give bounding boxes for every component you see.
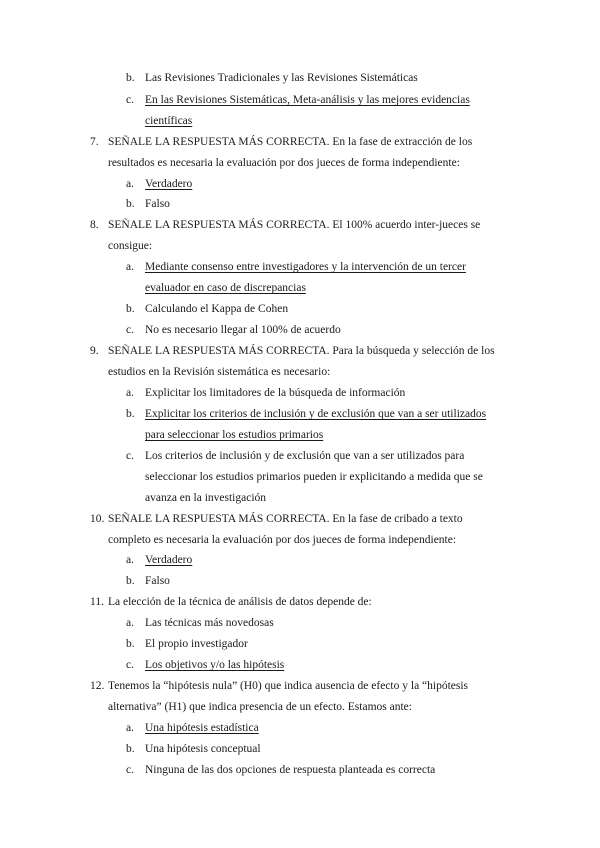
option-letter: a.: [126, 554, 134, 566]
option-text: Las Revisiones Tradicionales y las Revisiones Sistemáticas: [145, 72, 418, 84]
question-number: 12.: [90, 680, 105, 692]
option-letter: c.: [126, 94, 134, 106]
question-text: La elección de la técnica de análisis de datos depende de:: [108, 596, 372, 608]
question-text: resultados es necesaria la evaluación por dos jueces de forma independiente:: [108, 157, 460, 169]
option-text: No es necesario llegar al 100% de acuerdo: [145, 324, 341, 336]
option-letter: c.: [126, 764, 134, 776]
option-letter: a.: [126, 722, 134, 734]
option-letter: b.: [126, 575, 135, 587]
question-number: 8.: [90, 219, 99, 231]
question-text: SEÑALE LA RESPUESTA MÁS CORRECTA. Para la búsqueda y selección de los: [108, 345, 495, 357]
question-text: SEÑALE LA RESPUESTA MÁS CORRECTA. El 100% acuerdo inter-jueces se: [108, 219, 481, 231]
option-text: Falso: [145, 198, 170, 210]
option-text-correct: Una hipótesis estadística: [145, 722, 259, 734]
option-text-correct: Verdadero: [145, 554, 193, 566]
question-text: SEÑALE LA RESPUESTA MÁS CORRECTA. En la fase de cribado a texto: [108, 513, 463, 525]
option-text-correct: En las Revisiones Sistemáticas, Meta-análisis y las mejores evidencias: [145, 94, 470, 106]
option-text: Las técnicas más novedosas: [145, 617, 274, 629]
option-text: Una hipótesis conceptual: [145, 743, 261, 755]
option-text: avanza en la investigación: [145, 492, 267, 504]
option-letter: a.: [126, 617, 134, 629]
option-text-correct: para seleccionar los estudios primarios: [145, 429, 324, 441]
option-text-correct: evaluador en caso de discrepancias: [145, 282, 306, 294]
question-number: 10.: [90, 513, 105, 525]
option-letter: b.: [126, 72, 135, 84]
option-letter: a.: [126, 261, 134, 273]
option-text-correct: Mediante consenso entre investigadores y la intervención de un tercer: [145, 261, 466, 273]
question-text: completo es necesaria la evaluación por dos jueces de forma independiente:: [108, 534, 457, 546]
question-number: 7.: [90, 136, 99, 148]
option-text: Falso: [145, 575, 170, 587]
option-letter: b.: [126, 408, 135, 420]
option-text: Ninguna de las dos opciones de respuesta planteada es correcta: [145, 764, 436, 776]
option-text: seleccionar los estudios primarios pueden ir explicitando a medida que se: [145, 471, 483, 483]
option-letter: c.: [126, 324, 134, 336]
option-text: El propio investigador: [145, 638, 248, 650]
option-letter: c.: [126, 450, 134, 462]
question-text: consigue:: [108, 240, 153, 252]
option-letter: b.: [126, 743, 135, 755]
option-letter: b.: [126, 638, 135, 650]
option-text-correct: Explicitar los criterios de inclusión y de exclusión que van a ser utilizados: [145, 408, 487, 420]
option-letter: a.: [126, 178, 134, 190]
question-text: Tenemos la “hipótesis nula” (H0) que indica ausencia de efecto y la “hipótesis: [108, 680, 469, 692]
option-letter: b.: [126, 198, 135, 210]
question-text: estudios en la Revisión sistemática es necesario:: [108, 366, 331, 378]
option-letter: a.: [126, 387, 134, 399]
option-text: Los criterios de inclusión y de exclusión que van a ser utilizados para: [145, 450, 465, 462]
option-letter: b.: [126, 303, 135, 315]
option-text-correct: Verdadero: [145, 178, 193, 190]
question-text: SEÑALE LA RESPUESTA MÁS CORRECTA. En la fase de extracción de los: [108, 136, 473, 148]
option-text-correct: científicas: [145, 115, 193, 127]
option-text: Calculando el Kappa de Cohen: [145, 303, 289, 315]
option-text: Explicitar los limitadores de la búsqueda de información: [145, 387, 406, 399]
question-number: 9.: [90, 345, 99, 357]
option-letter: c.: [126, 659, 134, 671]
option-text-correct: Los objetivos y/o las hipótesis: [145, 659, 285, 671]
question-number: 11.: [90, 596, 104, 608]
question-text: alternativa” (H1) que indica presencia de un efecto. Estamos ante:: [108, 701, 412, 713]
